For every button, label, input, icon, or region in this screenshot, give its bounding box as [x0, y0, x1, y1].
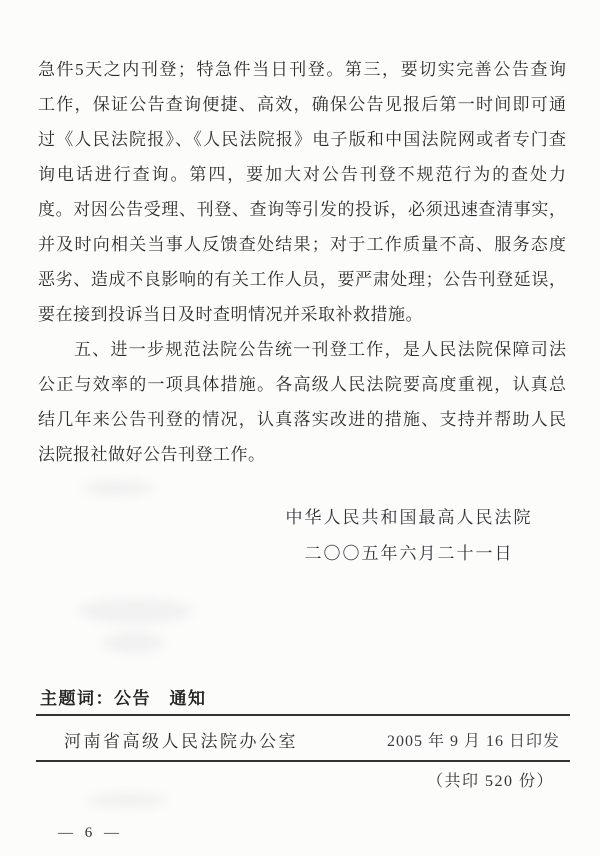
body-text-line: 工作，保证公告查询便捷、高效，确保公告见报后第一时间即可通: [38, 95, 566, 114]
footer-divider-bottom: [36, 760, 570, 762]
subject-label: 主题词：: [40, 689, 114, 708]
footer-divider-top: [36, 714, 570, 716]
scan-artifact: [86, 793, 168, 808]
body-text-line: 结几年来公告刊登的情况，认真落实改进的措施、支持并帮助人民: [38, 410, 566, 429]
body-text-line: 并及时向相关当事人反馈查处结果；对于工作质量不高、服务态度: [38, 235, 566, 254]
body-text-line: 公正与效率的一项具体措施。各高级人民法院要高度重视，认真总: [38, 375, 566, 394]
body-text-line: 恶劣、造成不良影响的有关工作人员，要严肃处理；公告刊登延误，: [38, 270, 566, 289]
subject-keywords-row: [40, 684, 207, 709]
body-text-line: 过《人民法院报》、《人民法院报》电子版和中国法院网或者专门查: [38, 130, 566, 149]
issuer-row: [36, 721, 570, 757]
page-number: — 6 —: [58, 825, 123, 841]
body-text-line: 询电话进行查询。第四，要加大对公告刊登不规范行为的查处力: [38, 165, 566, 184]
signature-organization: 中华人民共和国最高人民法院: [285, 508, 533, 527]
scan-artifact: [82, 480, 154, 496]
scan-artifact: [78, 598, 193, 624]
body-text-line: 五、进一步规范法院公告统一刊登工作，是人民法院保障司法: [74, 340, 566, 359]
body-text: [38, 52, 566, 472]
copies-note: （共印 520 份）: [426, 773, 554, 790]
body-text-line: 度。对因公告受理、刊登、查询等引发的投诉，必须迅速查清事实，: [38, 200, 566, 219]
scan-artifact: [102, 632, 164, 654]
subject-terms: 公告 通知: [114, 689, 207, 708]
signature-block: [263, 500, 555, 572]
body-text-line: 要在接到投诉当日及时查明情况并采取补救措施。: [38, 305, 423, 324]
issuing-office: 河南省高级人民法院办公室: [64, 731, 298, 751]
print-date: 2005 年 9 月 16 日印发: [386, 732, 560, 750]
body-text-line: 急件5天之内刊登；特急件当日刊登。第三，要切实完善公告查询: [38, 60, 566, 79]
signature-date: 二〇〇五年六月二十一日: [304, 544, 514, 563]
body-text-line: 法院报社做好公告刊登工作。: [38, 445, 266, 464]
